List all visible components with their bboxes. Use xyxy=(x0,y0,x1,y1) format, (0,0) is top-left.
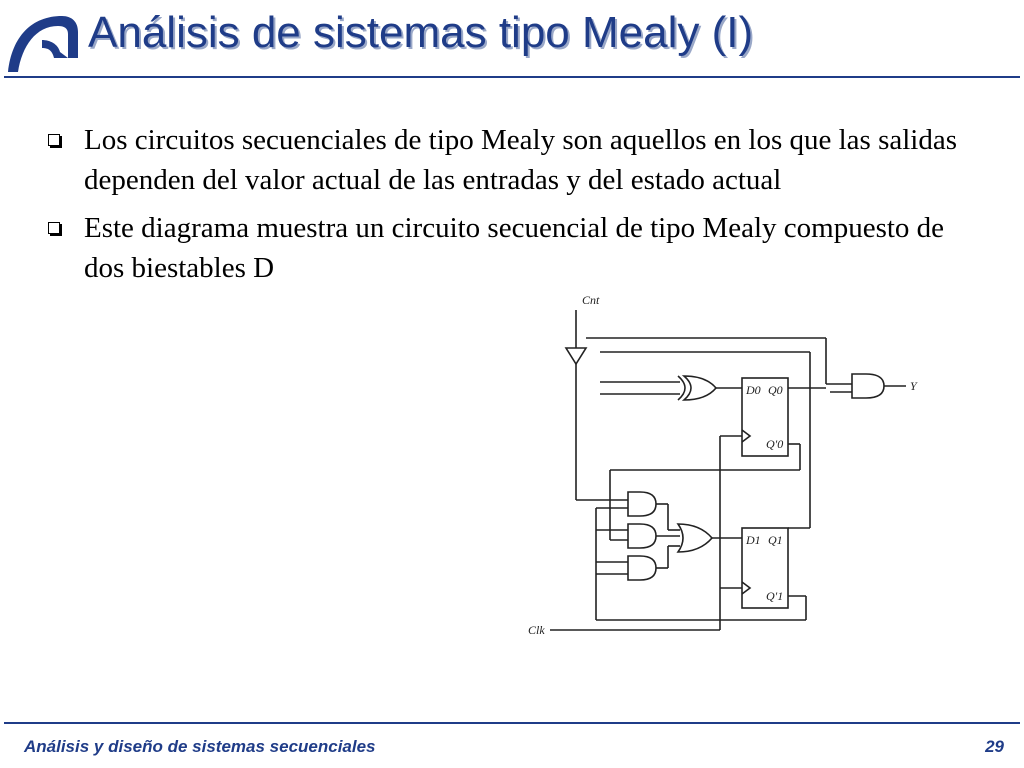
footer-course-title: Análisis y diseño de sistemas secuenciales xyxy=(24,737,376,756)
q1-not-label: Q'1 xyxy=(766,589,784,603)
cnt-label: Cnt xyxy=(582,293,600,307)
bullet-item xyxy=(44,208,984,288)
page-number: 29 xyxy=(985,737,1004,756)
title-divider xyxy=(4,76,1020,78)
mealy-circuit-diagram xyxy=(520,290,940,640)
checkbox-bullet-icon xyxy=(48,134,60,146)
d0-label: D0 xyxy=(746,383,761,397)
checkbox-bullet-icon xyxy=(48,222,60,234)
bullet-text: Los circuitos secuenciales de tipo Mealy son aquellos en los que las salidas dependen del valor actual de las entradas y del estado actual xyxy=(84,124,958,196)
bullet-item xyxy=(44,120,984,200)
university-logo-icon xyxy=(2,6,82,78)
q1-label: Q1 xyxy=(768,533,783,547)
slide-title: Análisis de sistemas tipo Mealy (I) xyxy=(88,8,754,57)
bullet-list xyxy=(44,120,984,296)
clk-label: Clk xyxy=(528,623,545,637)
y-output-label: Y xyxy=(910,379,917,393)
footer-divider xyxy=(4,722,1020,724)
q0-not-label: Q'0 xyxy=(766,437,784,451)
q0-label: Q0 xyxy=(768,383,783,397)
d1-label: D1 xyxy=(746,533,761,547)
bullet-text: Este diagrama muestra un circuito secuencial de tipo Mealy compuesto de dos biestables D xyxy=(84,212,945,284)
